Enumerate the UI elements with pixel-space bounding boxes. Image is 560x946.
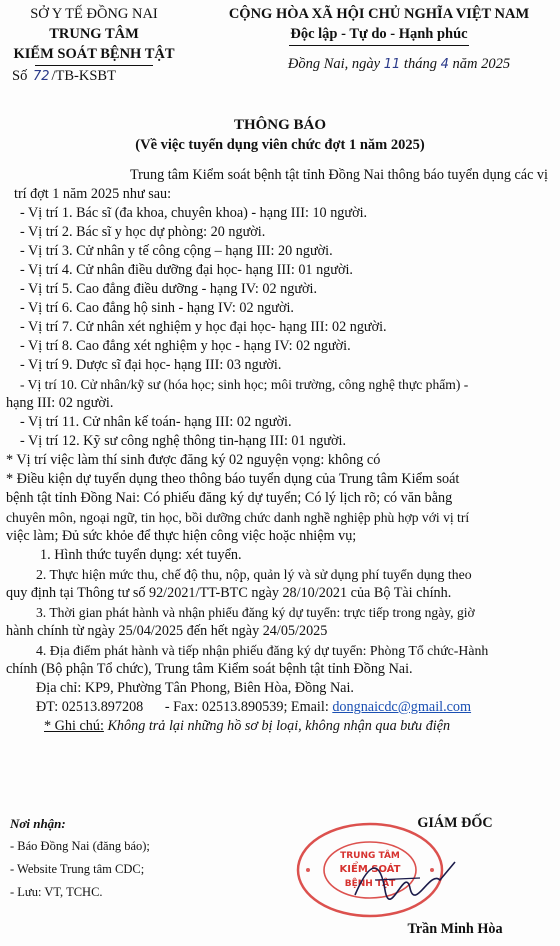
intro-line-1: Trung tâm Kiểm soát bệnh tật tỉnh Đồng Nai thông báo tuyển dụng các vị xyxy=(130,167,548,183)
position-item: - Vị trí 1. Bác sĩ (đa khoa, chuyên khoa) - hạng III: 10 người. xyxy=(20,205,368,221)
note-wish: * Vị trí việc làm thí sinh được đăng ký 02 nguyện vọng: không có xyxy=(6,452,381,468)
item-3-line-2: hành chính từ ngày 25/04/2025 đến hết ngày 24/05/2025 xyxy=(6,623,328,639)
phone: ĐT: 02513.897208 xyxy=(36,699,144,715)
date-suffix: năm 2025 xyxy=(452,56,511,72)
header-left xyxy=(8,4,180,87)
position-item: - Vị trí 7. Cử nhân xét nghiệm y học đại học- hạng III: 02 người. xyxy=(20,319,387,335)
date-month-handwritten: 4 xyxy=(440,57,449,72)
note-line xyxy=(6,717,558,736)
doc-number-suffix: /TB-KSBT xyxy=(51,68,116,84)
date-prefix: Đồng Nai, ngày xyxy=(287,56,381,72)
position-item: - Vị trí 5. Cao đẳng điều dưỡng - hạng IV: 02 người. xyxy=(20,281,318,297)
signature-mark xyxy=(350,850,460,910)
motto: Độc lập - Tự do - Hạnh phúc xyxy=(290,26,468,42)
seal-text-line2: KIỂM SOÁT xyxy=(339,864,401,875)
item-2-line-1: 2. Thực hiện mức thu, chế độ thu, nộp, quản lý và sử dụng phí tuyển dụng theo xyxy=(36,567,472,582)
position-item: - Vị trí 6. Cao đẳng hộ sinh - hạng IV: 02 người. xyxy=(20,300,294,316)
document-body xyxy=(6,166,558,736)
position-item: - Vị trí 9. Dược sĩ đại học- hạng III: 03 người. xyxy=(20,357,282,373)
conditions-line-2: bệnh tật tỉnh Đồng Nai: Có phiếu đăng ký dự tuyển; Có lý lịch rõ; có văn bằng xyxy=(6,490,453,506)
position-item-10-cont: hạng III: 02 người. xyxy=(6,395,114,411)
email-link[interactable]: dongnaicdc@gmail.com xyxy=(332,699,472,715)
item-3-line-1: 3. Thời gian phát hành và nhận phiếu đăng ký dự tuyển: trực tiếp trong ngày, giờ xyxy=(36,605,475,620)
doc-number-handwritten: 72 xyxy=(32,69,50,84)
position-item: - Vị trí 8. Cao đẳng xét nghiệm y học - hạng IV: 02 người. xyxy=(20,338,351,354)
org-name-line1: TRUNG TÂM xyxy=(49,26,139,42)
header-right xyxy=(198,4,560,75)
item-4-line-1: 4. Địa điểm phát hành và tiếp nhận phiếu đăng ký dự tuyển: Phòng Tổ chức-Hành xyxy=(36,643,489,658)
item-1: 1. Hình thức tuyển dụng: xét tuyển. xyxy=(40,547,242,563)
positions-list xyxy=(6,204,558,375)
recipient-item: - Lưu: VT, TCHC. xyxy=(10,885,103,899)
recipient-item: - Báo Đồng Nai (đăng báo); xyxy=(10,839,150,853)
ministry-name: SỞ Y TẾ ĐỒNG NAI xyxy=(30,6,158,22)
doc-number xyxy=(8,66,180,87)
position-item: - Vị trí 4. Cử nhân điều dưỡng đại học- hạng III: 01 người. xyxy=(20,262,353,278)
doc-title: THÔNG BÁO xyxy=(233,117,327,133)
date-day-handwritten: 11 xyxy=(383,57,401,72)
recipients-heading: Nơi nhận: xyxy=(10,816,66,831)
org-name-line2: KIỂM SOÁT BỆNH TẬT xyxy=(13,46,175,62)
note-text: Không trả lại những hồ sơ bị loại, không nhận qua bưu điện xyxy=(107,718,451,734)
conditions-line-4: việc làm; Đủ sức khỏe để thực hiện công việc hoặc nhiệm vụ; xyxy=(6,528,357,544)
signer-block xyxy=(300,814,550,833)
position-item-10: - Vị trí 10. Cử nhân/kỹ sư (hóa học; sinh học; môi trường, công nghệ thực phẩm) - xyxy=(20,377,469,392)
title-block xyxy=(0,114,560,155)
seal-text-line3: BỆNH TẬT xyxy=(344,879,396,889)
note-label: * Ghi chú: xyxy=(44,718,104,734)
recipient-item: - Website Trung tâm CDC; xyxy=(10,862,145,876)
doc-subtitle: (Về việc tuyển dụng viên chức đợt 1 năm 2025) xyxy=(135,137,425,153)
position-item: - Vị trí 2. Bác sĩ y học dự phòng: 20 người. xyxy=(20,224,266,240)
signer-title: GIÁM ĐỐC xyxy=(417,815,493,831)
date-line xyxy=(198,54,560,75)
country-name: CỘNG HÒA XÃ HỘI CHỦ NGHĨA VIỆT NAM xyxy=(228,6,530,22)
position-item: - Vị trí 3. Cử nhân y tế công cộng – hạng III: 20 người. xyxy=(20,243,333,259)
date-mid: tháng xyxy=(403,56,437,72)
item-4-line-2: chính (Bộ phận Tổ chức), Trung tâm Kiểm soát bệnh tật tỉnh Đồng Nai. xyxy=(6,661,413,677)
position-item-12: - Vị trí 12. Kỹ sư công nghệ thông tin-hạng III: 01 người. xyxy=(20,433,347,449)
signer-name: Trần Minh Hòa xyxy=(407,921,503,937)
item-2-line-2: quy định tại Thông tư số 92/2021/TT-BTC ngày 28/10/2021 của Bộ Tài chính. xyxy=(6,585,452,601)
address: Địa chỉ: KP9, Phường Tân Phong, Biên Hòa, Đồng Nai. xyxy=(36,680,354,696)
position-item-11: - Vị trí 11. Cử nhân kế toán- hạng III: 02 người. xyxy=(20,414,292,430)
intro-line-2: trí đợt 1 năm 2025 như sau: xyxy=(14,186,172,202)
doc-number-prefix: Số xyxy=(12,68,28,84)
fax: - Fax: 02513.890539; Email: xyxy=(164,699,329,715)
conditions-line-1: * Điều kiện dự tuyển dụng theo thông báo tuyển dụng của Trung tâm Kiểm soát xyxy=(6,471,460,487)
conditions-line-3: chuyên môn, ngoại ngữ, tin học, bồi dưỡng chức danh nghề nghiệp phù hợp với vị trí xyxy=(6,510,470,525)
seal-text-line1: TRUNG TÂM xyxy=(340,851,400,861)
contact-line xyxy=(6,698,558,717)
motto-rule xyxy=(289,45,469,46)
recipients-block xyxy=(10,812,250,904)
